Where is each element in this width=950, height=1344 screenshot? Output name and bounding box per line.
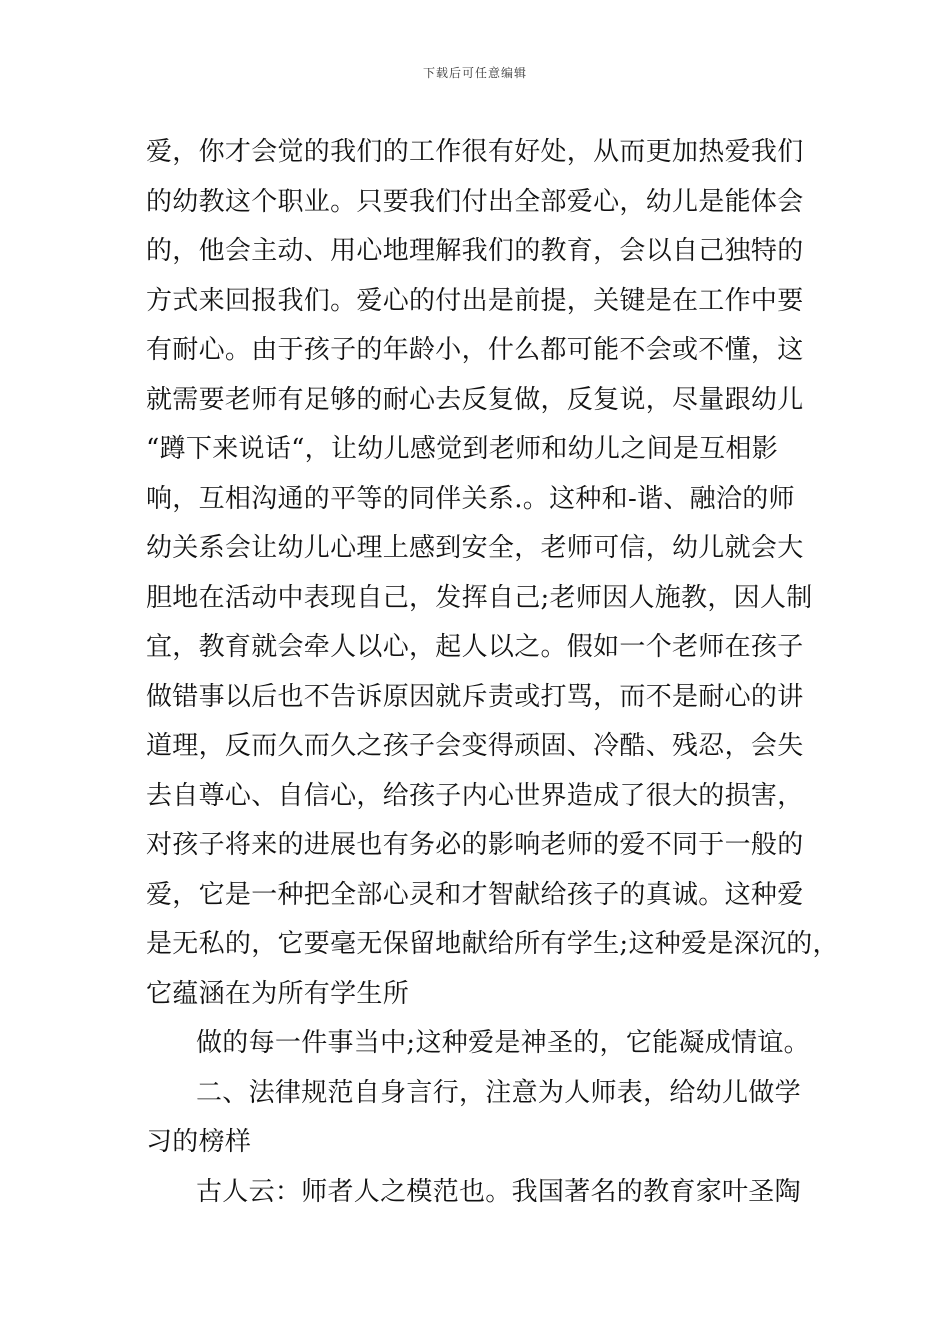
text-line: 方式来回报我们。爱心的付出是前提，关键是在工作中要	[146, 285, 804, 316]
page-header: 下载后可任意编辑	[422, 66, 527, 80]
text-line: 的幼教这个职业。只要我们付出全部爱心，幼儿是能体会	[146, 186, 804, 217]
text-line: 做的每一件事当中;这种爱是神圣的，它能凝成情谊。	[196, 1028, 810, 1058]
text-line: 道理，反而久而久之孩子会变得顽固、冷酷、残忍，会失	[146, 731, 804, 761]
text-line: 是无私的，它要毫无保留地献给所有学生;这种爱是深沉的，	[146, 929, 839, 959]
text-line: 就需要老师有足够的耐心去反复做，反复说，尽量跟幼儿	[146, 384, 804, 415]
section-heading-continuation: 习的榜样	[146, 1127, 252, 1157]
text-line: 幼关系会让幼儿心理上感到安全，老师可信，幼儿就会大	[146, 533, 804, 563]
text-line: 做错事以后也不告诉原因就斥责或打骂，而不是耐心的讲	[146, 681, 804, 712]
text-line: 古人云：师者人之模范也。我国著名的教育家叶圣陶	[196, 1176, 801, 1207]
text-line: 宜，教育就会牵人以心，起人以之。假如一个老师在孩子	[146, 632, 804, 662]
text-line: 响，互相沟通的平等的同伴关系.。这种和-谐、融洽的师	[146, 483, 795, 514]
text-line: 它蕴涵在为所有学生所	[146, 978, 410, 1009]
section-heading: 二、法律规范自身言行，注意为人师表，给幼儿做学	[196, 1077, 801, 1108]
document-body	[146, 128, 839, 1217]
text-line: 对孩子将来的进展也有务必的影响老师的爱不同于一般的	[146, 830, 804, 860]
text-line: 的，他会主动、用心地理解我们的教育，会以自己独特的	[146, 236, 804, 266]
text-line: 爱，它是一种把全部心灵和才智献给孩子的真诚。这种爱	[146, 879, 804, 910]
text-line: “蹲下来说话“，让幼儿感觉到老师和幼儿之间是互相影	[146, 434, 779, 464]
text-line: 有耐心。由于孩子的年龄小，什么都可能不会或不懂，这	[146, 335, 804, 365]
text-line: 去自尊心、自信心，给孩子内心世界造成了很大的损害，	[146, 780, 804, 811]
text-line: 胆地在活动中表现自己，发挥自己;老师因人施教，因人制	[146, 582, 813, 613]
text-line: 爱，你才会觉的我们的工作很有好处，从而更加热爱我们	[146, 137, 804, 167]
